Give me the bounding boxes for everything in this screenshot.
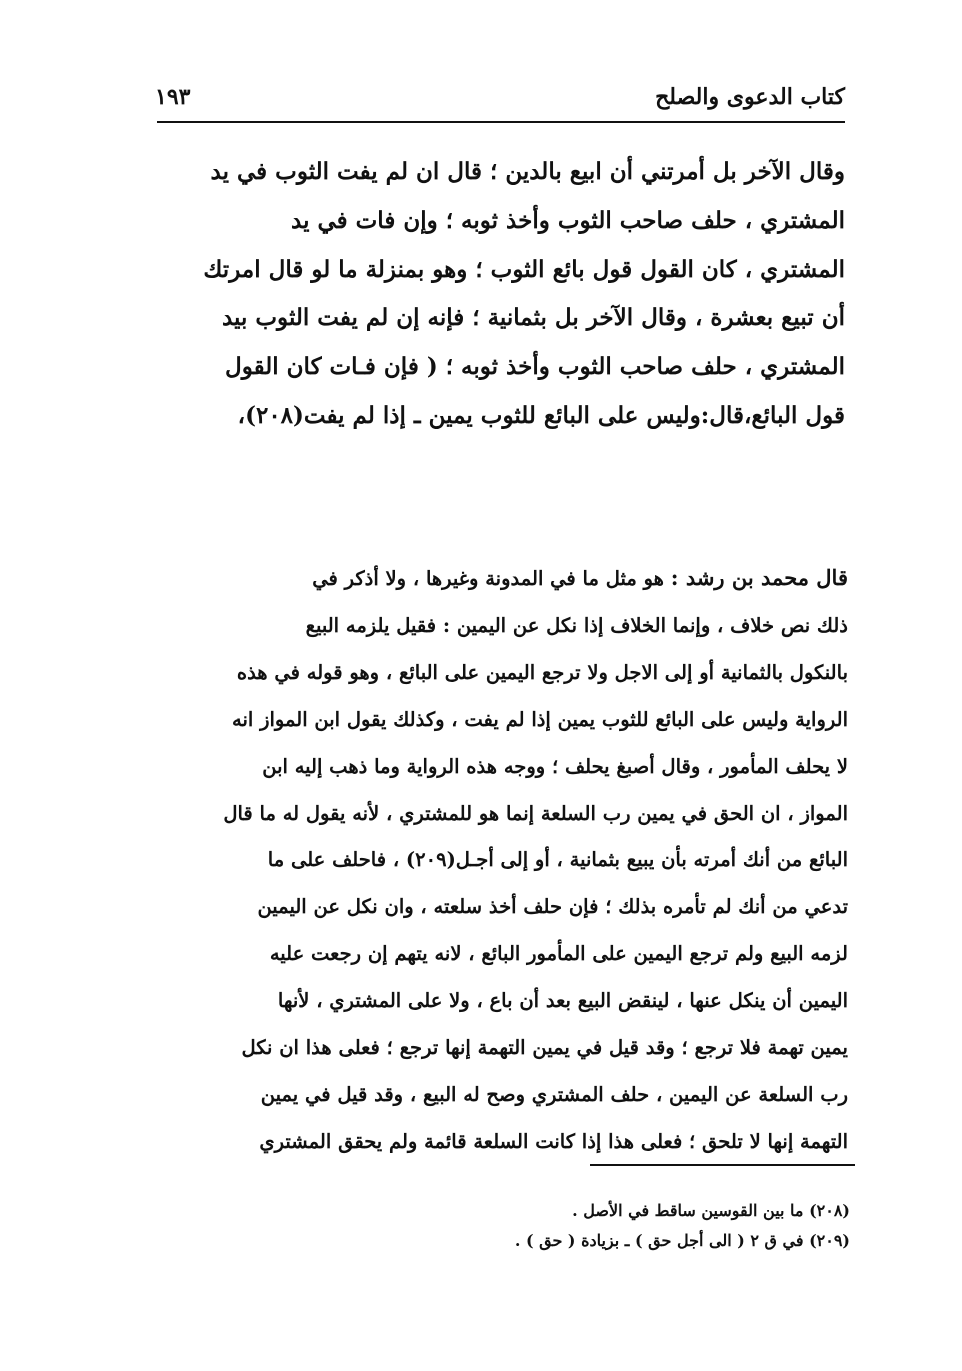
first-line-rest: هو مثل ما في المدونة وغيرها ، ولا أذكر في [312,567,671,590]
text-line: المواز ، ان الحق في يمين رب السلعة إنما هو للمشتري ، لأنه يقول له ما قال [223,801,848,825]
text-line: التهمة إنها لا تلحق ؛ فعلى هذا إذا كانت السلعة قائمة ولم يحقق المشتري [259,1129,848,1153]
text-line: المشتري ، كان القول قول بائع الثوب ؛ وهو بمنزلة ما لو قال امرتك [203,255,845,283]
footnote-209: (٢٠٩) في ق ٢ ( الى أجل حق ) ـ بزيادة ( حق ) . [514,1231,850,1250]
header-rule [157,121,845,123]
text-line: لا يحلف المأمور ، وقال أصبغ يحلف ؛ ووجه هذه الرواية وما ذهب إليه ابن [262,754,848,778]
text-line-first [160,555,848,603]
text-line: يمين تهمة فلا ترجع ؛ وقد قيل في يمين التهمة إنها ترجع ؛ فعلى هذا ان نكل [241,1036,848,1060]
footnotes [300,1196,850,1256]
text-line: الرواية وليس على البائع للثوب يمين إذا لم يفت ، وكذلك يقول ابن المواز انه [231,707,848,731]
page-header [155,78,845,118]
text-line: المشتري ، حلف صاحب الثوب وأخذ ثوبه ؛ ( فإن فـات كان القول [225,353,845,381]
text-line: ذلك نص خلاف ، وإنما الخلاف إذا نكل عن اليمين : فقيل يلزمه البيع [305,613,848,637]
lower-paragraph [160,555,848,1166]
text-line: اليمين أن ينكل عنها ، لينقض البيع بعد أن باع ، ولا على المشتري ، لأنها [277,989,848,1013]
text-line: البائع من أنك أمرته بأن يبيع بثمانية ، أو إلى أجـل(٢٠٩) ، فاحلف على ما [267,848,848,872]
footnote-208: (٢٠٨) ما بين القوسين ساقط في الأصل . [572,1201,850,1220]
page-number: ١٩٣ [155,84,191,110]
commentary-lead: قال محمد بن رشد : [670,565,848,590]
footnote-rule [590,1164,855,1166]
upper-paragraph [160,148,845,441]
text-line: قول البائع،قال:وليس على البائع للثوب يمين ـ إذا لم يفت(٢٠٨)، [237,401,845,429]
text-line: تدعي من أنك لم تأمره بذلك ؛ فإن حلف أخذ سلعته ، وان نكل عن اليمين [257,895,848,919]
text-line: لزمه البيع ولم ترجع اليمين على المأمور البائع ، لانه يتهم إن رجعت عليه [269,942,848,966]
text-line: رب السلعة عن اليمين ، حلف المشتري وصح له البيع ، وقد قيل في يمين [260,1082,848,1106]
text-line: المشتري ، حلف صاحب الثوب وأخذ ثوبه ؛ وإن فات في يد [291,206,845,234]
running-title: كتاب الدعوى والصلح [655,84,845,110]
text-line: وقال الآخر بل أمرتني أن ابيع بالدين ؛ قال ان لم يفت الثوب في يد [210,158,845,185]
text-line: أن تبيع بعشرة ، وقال الآخر بل بثمانية ؛ فإنه إن لم يفت الثوب بيد [221,304,845,332]
text-line: بالنكول بالثمانية أو إلى الاجل ولا ترجع اليمين على البائع ، وهو قوله في هذه [236,660,848,684]
